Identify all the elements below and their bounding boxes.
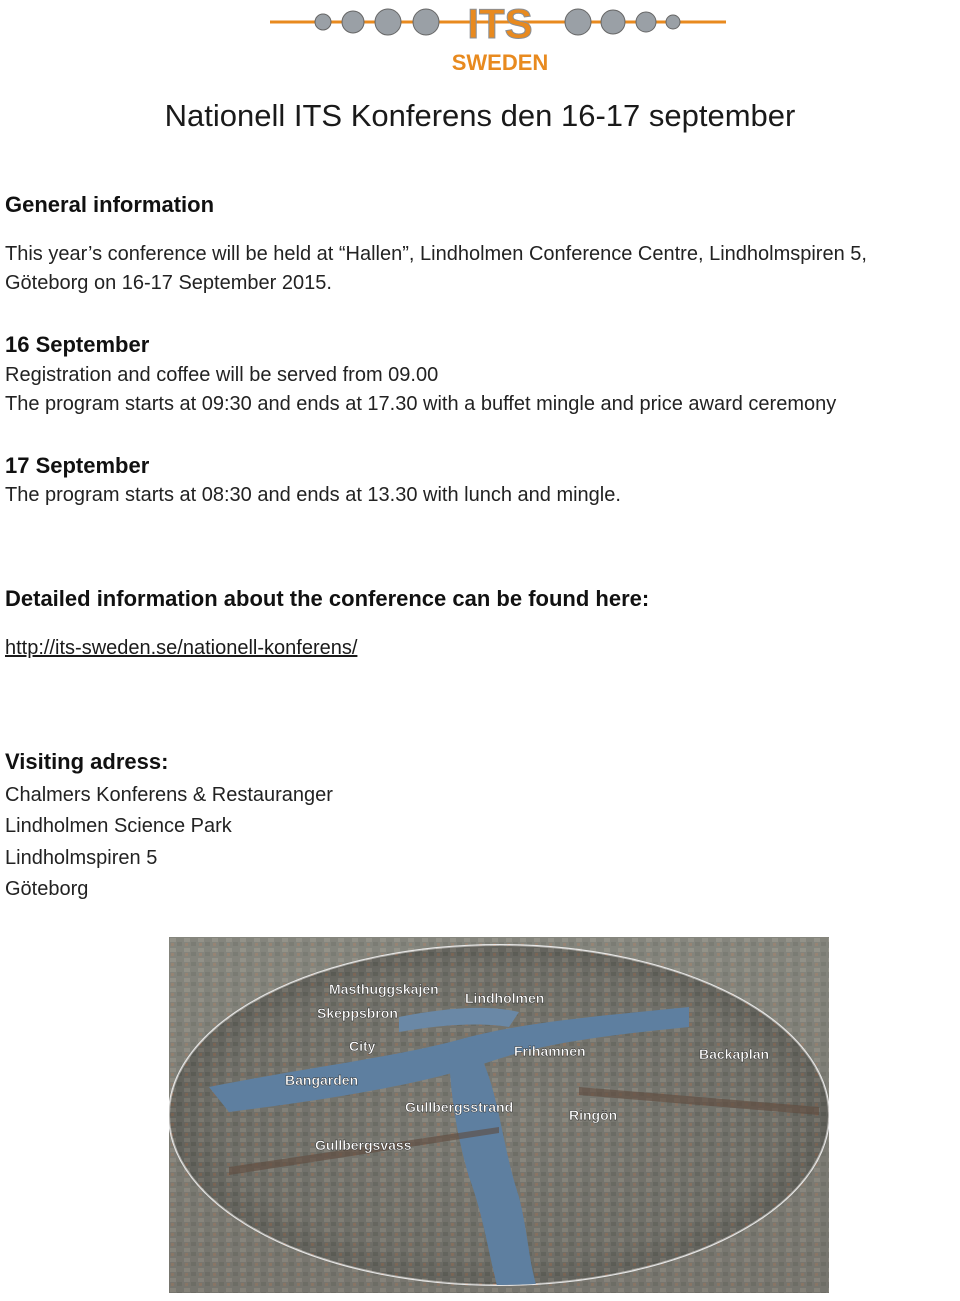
general-heading: General information: [5, 192, 215, 217]
map-label: Skeppsbron: [317, 1005, 398, 1021]
logo-sweden-text: SWEDEN: [451, 50, 549, 75]
general-line-2: Göteborg on 16-17 September 2015.: [5, 272, 332, 294]
map-label: Bangarden: [285, 1072, 359, 1088]
its-sweden-logo: [268, 0, 728, 80]
map-label: Frihamnen: [514, 1043, 586, 1059]
day2-line-1: The program starts at 08:30 and ends at 13.30 with lunch and mingle.: [5, 484, 621, 506]
map-label: Gullbergsvass: [315, 1137, 412, 1153]
page-title: Nationell ITS Konferens den 16-17 september: [164, 98, 796, 133]
day1-line-1: Registration and coffee will be served from 09.00: [5, 364, 439, 386]
details-heading: Detailed information about the conference can be found here:: [5, 586, 650, 611]
map-label: Gullbergsstrand: [405, 1099, 514, 1115]
map-label: Backaplan: [699, 1046, 770, 1062]
aerial-map-image: [169, 937, 829, 1293]
address-line: Göteborg: [5, 878, 89, 900]
day1-heading: 16 September: [5, 332, 150, 357]
map-label: City: [349, 1038, 376, 1054]
general-line-1: This year’s conference will be held at “Hallen”, Lindholmen Conference Centre, Lindholmspiren 5,: [5, 243, 867, 265]
day2-heading: 17 September: [5, 453, 150, 478]
map-label: Lindholmen: [465, 990, 545, 1006]
address-line: Chalmers Konferens & Restauranger: [5, 784, 333, 806]
address-line: Lindholmen Science Park: [5, 815, 232, 837]
day1-line-2: The program starts at 09:30 and ends at 17.30 with a buffet mingle and price award ceremony: [5, 393, 837, 415]
conference-link[interactable]: http://its-sweden.se/nationell-konferens/: [5, 637, 358, 659]
address-line: Lindholmspiren 5: [5, 847, 158, 869]
logo-its-text: ITS: [467, 0, 533, 47]
map-label: Masthuggskajen: [329, 981, 439, 997]
map-label: Ringön: [569, 1107, 618, 1123]
address-heading: Visiting adress:: [5, 749, 169, 774]
